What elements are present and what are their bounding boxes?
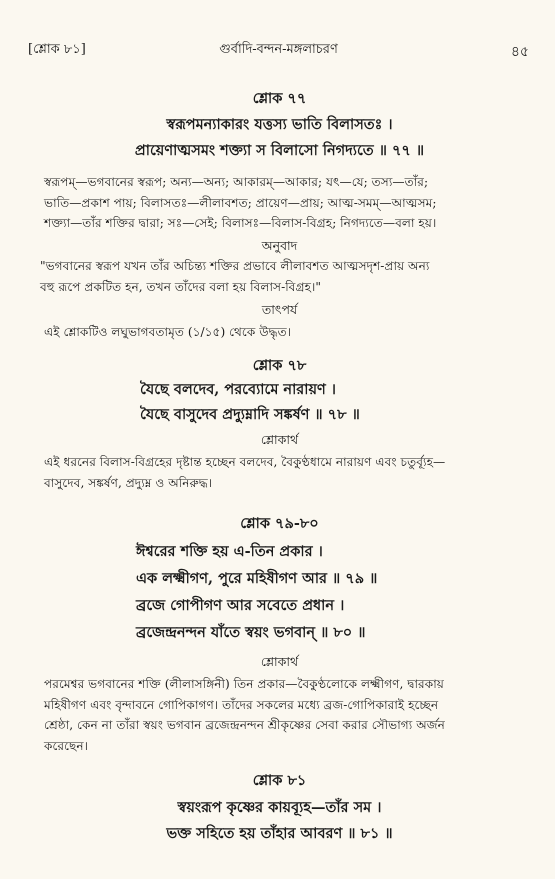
verse-78-heading: শ্লোক ৭৮ <box>252 357 307 374</box>
header-verse-ref: [শ্লোক ৮১] <box>28 42 86 57</box>
meaning-line: শ্রেষ্ঠা, কেন না তাঁরা স্বয়ং ভগবান ব্রজেন্দ্রনন্দন শ্রীকৃষ্ণের সেবা করার সৌভাগ্য অর্জন <box>44 718 445 732</box>
verse-78-line-2: যৈছে বাসুদেব প্রদ্যুম্নাদি সঙ্কর্ষণ ॥ ৭৮ ॥ <box>140 406 360 423</box>
verse-81-line-2: ভক্ত সহিতে হয় তাঁহার আবরণ ॥ ৮১ ॥ <box>166 825 393 842</box>
verse-81-line-1: স্বয়ংরূপ কৃষ্ণের কায়ব্যূহ—তাঁর সম । <box>177 799 382 816</box>
verse-79-80-meaning <box>44 674 515 756</box>
synonyms-line: শক্ত্যা—তাঁর শক্তির দ্বারা; সঃ—সেই; বিলাসঃ—বিলাস-বিগ্রহ; নিগদ্যতে—বলা হয়। <box>44 216 437 230</box>
translation-line: বহু রূপে প্রকটিত হন, তখন তাঁদের বলা হয় বিলাস-বিগ্রহ।" <box>40 279 321 294</box>
verse-80-line-2: ব্রজেন্দ্রনন্দন যাঁতে স্বয়ং ভগবান্ ॥ ৮০ ॥ <box>136 624 366 641</box>
header-chapter-title: গুর্বাদি-বন্দন-মঙ্গলাচরণ <box>219 42 338 57</box>
purport-line: এই শ্লোকটিও লঘুভাগবতামৃত (১/১৫) থেকে উদ্ধৃত। <box>44 325 292 339</box>
meaning-line: করেছেন। <box>44 738 89 753</box>
verse-77-synonyms <box>44 172 515 234</box>
verse-81-heading: শ্লোক ৮১ <box>252 772 307 789</box>
verse-78-line-1: যৈছে বলদেব, পরব্যোমে নারায়ণ । <box>140 381 336 398</box>
translation-line: "ভগবানের স্বরূপ যখন তাঁর অচিন্ত্য শক্তির প্রভাবে লীলাবশত আত্মসদৃশ-প্রায় অন্য <box>40 259 430 273</box>
meaning-line: বাসুদেব, সঙ্কর্ষণ, প্রদ্যুম্ন ও অনিরুদ্ধ। <box>44 475 213 490</box>
meaning-line: এই ধরনের বিলাস-বিগ্রহের দৃষ্টান্ত হচ্ছেন বলদেব, বৈকুণ্ঠধামে নারায়ণ এবং চতুর্ব্যূহ— <box>44 455 446 469</box>
verse-78-meaning <box>44 452 515 493</box>
verse-79-80-heading: শ্লোক ৭৯-৮০ <box>240 515 319 532</box>
verse-77-purport <box>44 322 515 343</box>
synonyms-line: স্বরূপম্—ভগবানের স্বরূপ; অন্য—অন্য; আকারম্—আকার; যৎ—যে; তস্য—তাঁর; <box>44 175 429 189</box>
verse-77-heading: শ্লোক ৭৭ <box>252 90 307 107</box>
synonyms-line: ভাতি—প্রকাশ পায়; বিলাসতঃ—লীলাবশত; প্রায়েণ—প্রায়; আত্ম-সমম্—আত্মসম; <box>44 195 437 210</box>
verse-77-line-1: স্বরূপমন্যাকারং যত্তস্য ভাতি বিলাসতঃ । <box>166 116 393 133</box>
verse-79-line-1: ঈশ্বরের শক্তি হয় এ-তিন প্রকার । <box>136 543 323 560</box>
page-number: ৪৫ <box>510 44 529 60</box>
running-header <box>28 40 529 62</box>
verse-77-purport-label: তাৎপর্য <box>261 302 298 317</box>
verse-79-line-2: এক লক্ষ্মীগণ, পুরে মহিষীগণ আর ॥ ৭৯ ॥ <box>136 570 378 587</box>
verse-79-80-meaning-label: শ্লোকার্থ <box>260 654 299 669</box>
verse-77-line-2: প্রায়েণাত্মসমং শক্ত্যা স বিলাসো নিগদ্যতে ॥ ৭৭ ॥ <box>134 142 425 159</box>
verse-80-line-1: ব্রজে গোপীগণ আর সবেতে প্রধান । <box>136 597 345 614</box>
verse-78-meaning-label: শ্লোকার্থ <box>260 432 299 447</box>
verse-77-translation <box>40 256 515 297</box>
meaning-line: পরমেশ্বর ভগবানের শক্তি (লীলাসঙ্গিনী) তিন প্রকার—বৈকুণ্ঠলোকে লক্ষ্মীগণ, দ্বারকায় <box>44 677 444 691</box>
meaning-line: মহিষীগণ এবং বৃন্দাবনে গোপিকাগণ। তাঁদের সকলের মধ্যে ব্রজ-গোপিকারাই হচ্ছেন <box>44 697 439 712</box>
verse-77-translation-label: অনুবাদ <box>261 238 298 253</box>
